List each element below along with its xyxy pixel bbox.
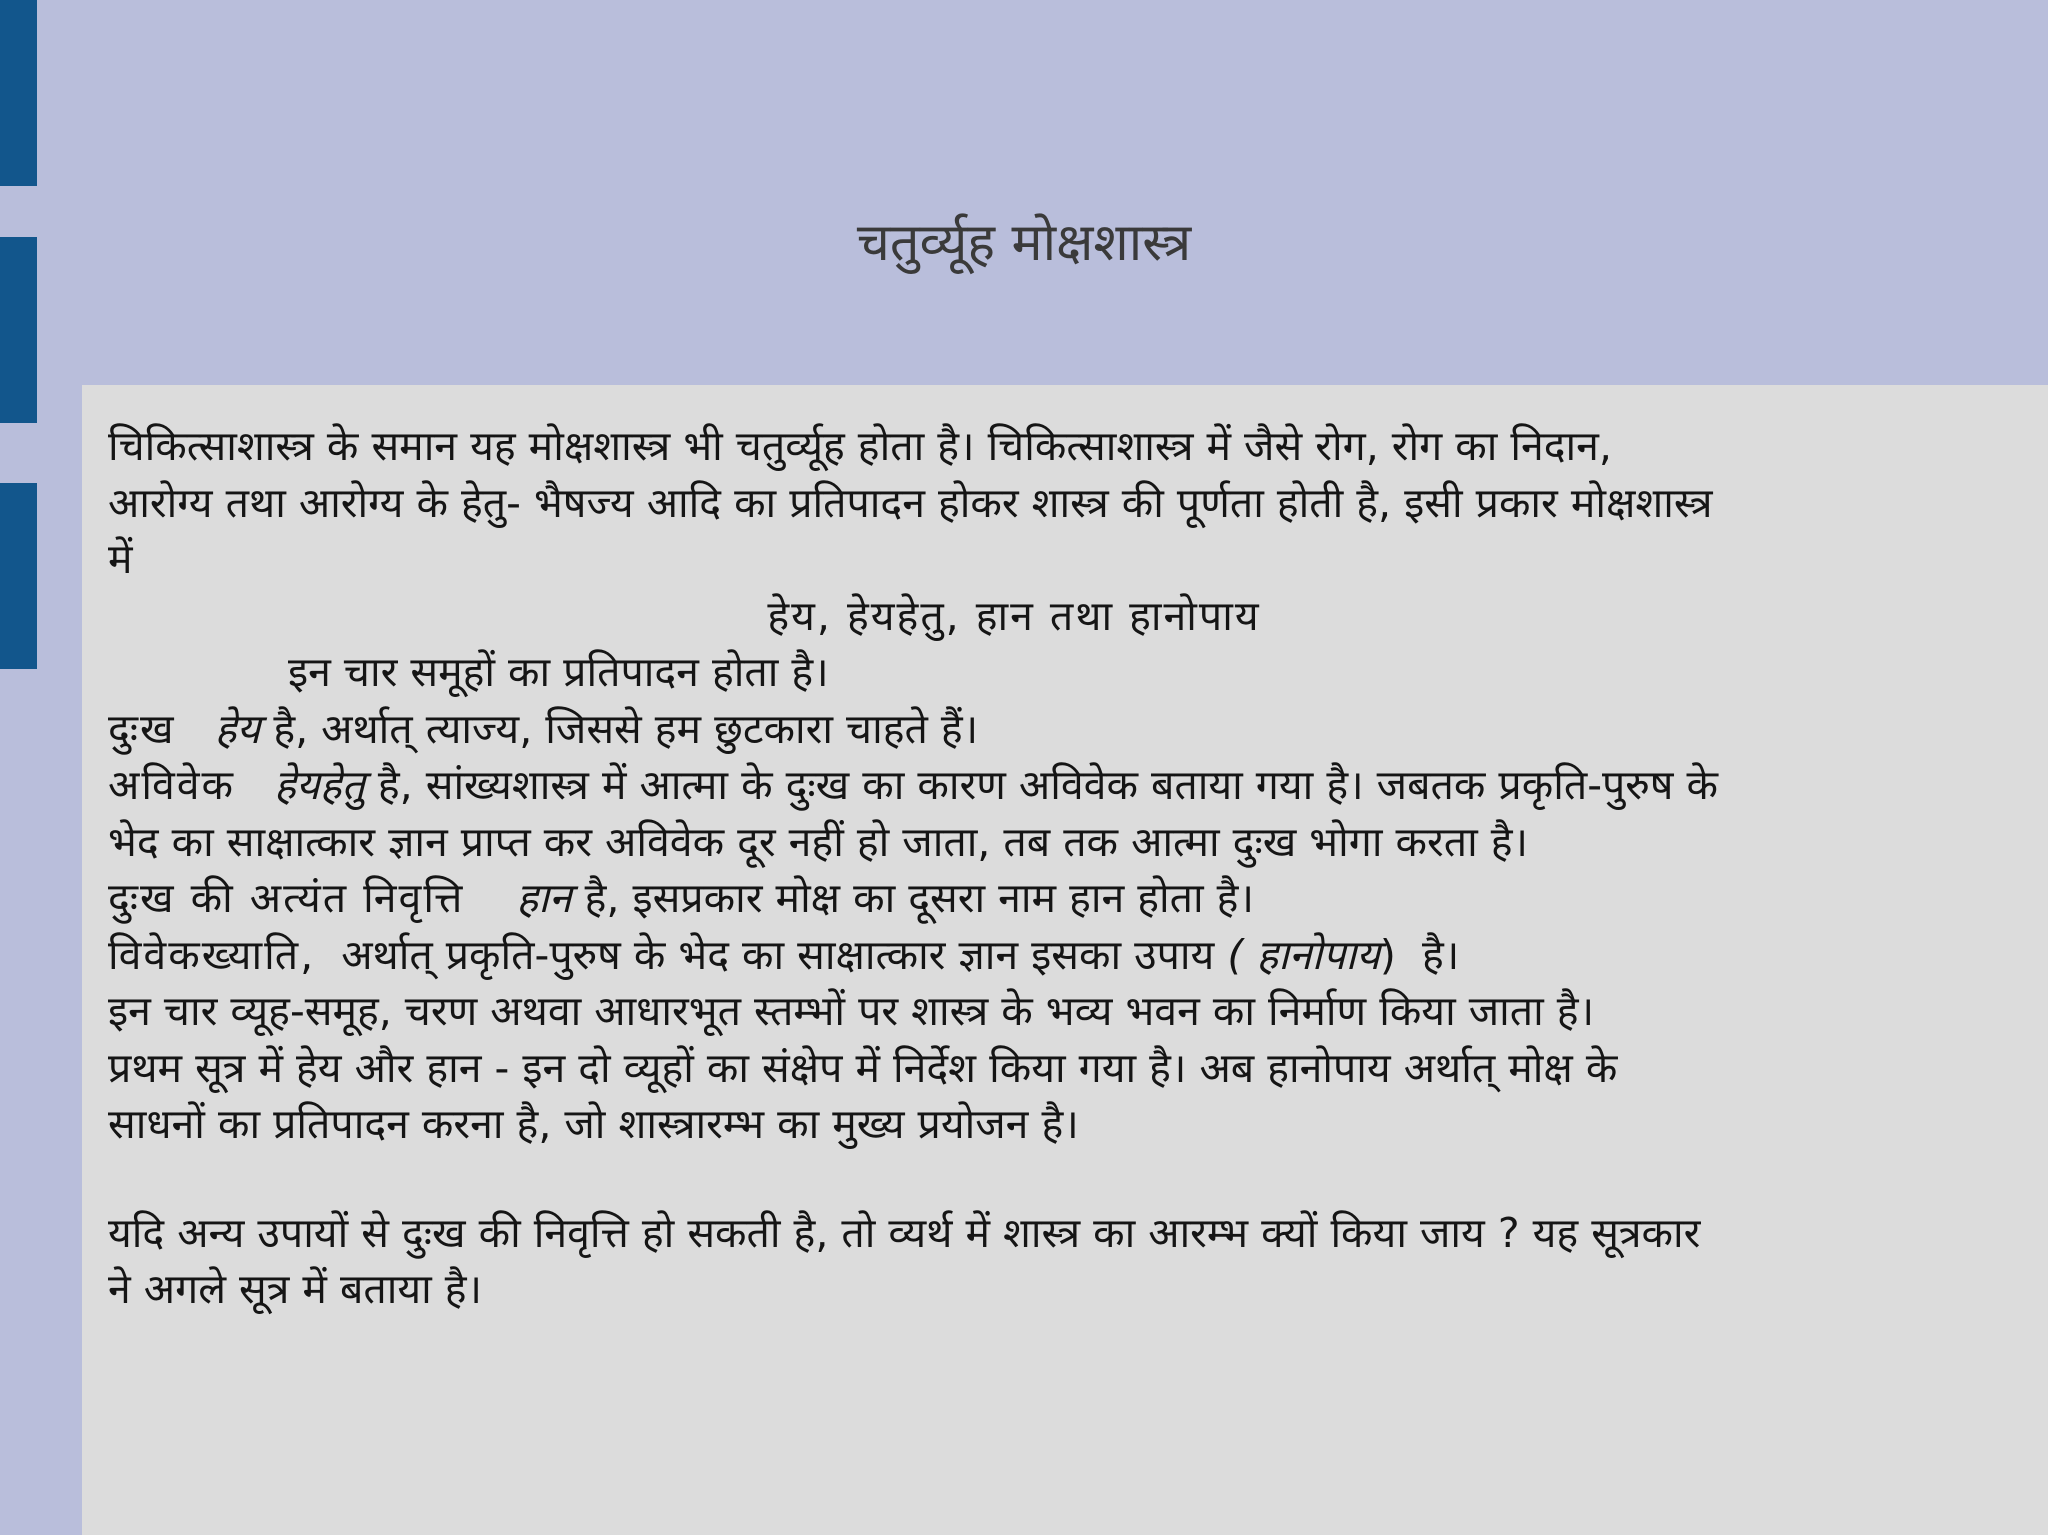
definition-text: है, इसप्रकार मोक्ष का दूसरा नाम हान होता है। [584, 874, 1254, 922]
indented-line: इन चार समूहों का प्रतिपादन होता है। [288, 648, 829, 696]
text-line: इन चार व्यूह-समूह, चरण अथवा आधारभूत स्तम्भों पर शास्त्र के भव्य भवन का निर्माण किया जाता है। [108, 987, 1595, 1035]
term: दुःख की अत्यंत निवृत्ति [108, 874, 465, 922]
side-accent-bar-bottom [0, 483, 37, 669]
heya-definition [108, 701, 2008, 758]
text-line: प्रथम सूत्र में हेय और हान - इन दो व्यूहों का संक्षेप में निर्देश किया गया है। अब हानोपाय अर्थात् मोक्ष के [108, 1043, 1618, 1092]
paren-close: ) [1379, 930, 1396, 979]
hanopaya-definition [108, 927, 2008, 984]
text-line: आरोग्य तथा आरोग्य के हेतु- भैषज्य आदि का प्रतिपादन होकर शास्त्र की पूर्णता होती है, इसी प्रकार मोक्षशास्त्र [108, 478, 1713, 527]
text-line: में [108, 535, 133, 583]
text-line: ने अगले सूत्र में बताया है। [108, 1265, 483, 1313]
heyahetu-definition [108, 757, 2008, 814]
italic-term: हेयहेतु [274, 761, 365, 809]
term: विवेकख्याति, [108, 930, 316, 979]
definition-text: है, सांख्यशास्त्र में आत्मा के दुःख का कारण अविवेक बताया गया है। जबतक प्रकृति-पुरुष के [377, 761, 1719, 809]
text-line: चिकित्साशास्त्र के समान यह मोक्षशास्त्र भी चतुर्व्यूह होता है। चिकित्साशास्त्र में जैसे रोग, रोग का निदान, [108, 422, 1612, 470]
paren-open: ( [1227, 930, 1244, 979]
italic-term: हान [516, 874, 572, 922]
centered-heading-line: हेय, हेयहेतु, हान तथा हानोपाय [767, 591, 1261, 640]
definition-text: अर्थात् प्रकृति-पुरुष के भेद का साक्षात्कार ज्ञान इसका उपाय [341, 930, 1215, 979]
slide-body [108, 418, 2008, 1318]
paragraph-gap [108, 1153, 2008, 1205]
italic-term: हानोपाय [1256, 930, 1380, 979]
term: दुःख [108, 704, 176, 753]
italic-term: हेय [214, 704, 261, 753]
slide-title: चतुर्व्यूह मोक्षशास्त्र [856, 213, 1192, 273]
definition-end: है। [1421, 930, 1460, 979]
text-line: साधनों का प्रतिपादन करना है, जो शास्त्रारम्भ का मुख्य प्रयोजन है। [108, 1100, 1079, 1148]
term: अविवेक [108, 761, 236, 809]
text-line: यदि अन्य उपायों से दुःख की निवृत्ति हो सकती है, तो व्यर्थ में शास्त्र का आरम्भ क्यों किया जाय ? यह सूत्रकार [108, 1208, 1701, 1257]
text-line: भेद का साक्षात्कार ज्ञान प्राप्त कर अविवेक दूर नहीं हो जाता, तब तक आत्मा दुःख भोगा करता है। [108, 817, 1529, 866]
hana-definition [108, 870, 2008, 927]
definition-text: है, अर्थात् त्याज्य, जिससे हम छुटकारा चाहते हैं। [273, 704, 979, 753]
side-accent-bar-top [0, 0, 37, 186]
